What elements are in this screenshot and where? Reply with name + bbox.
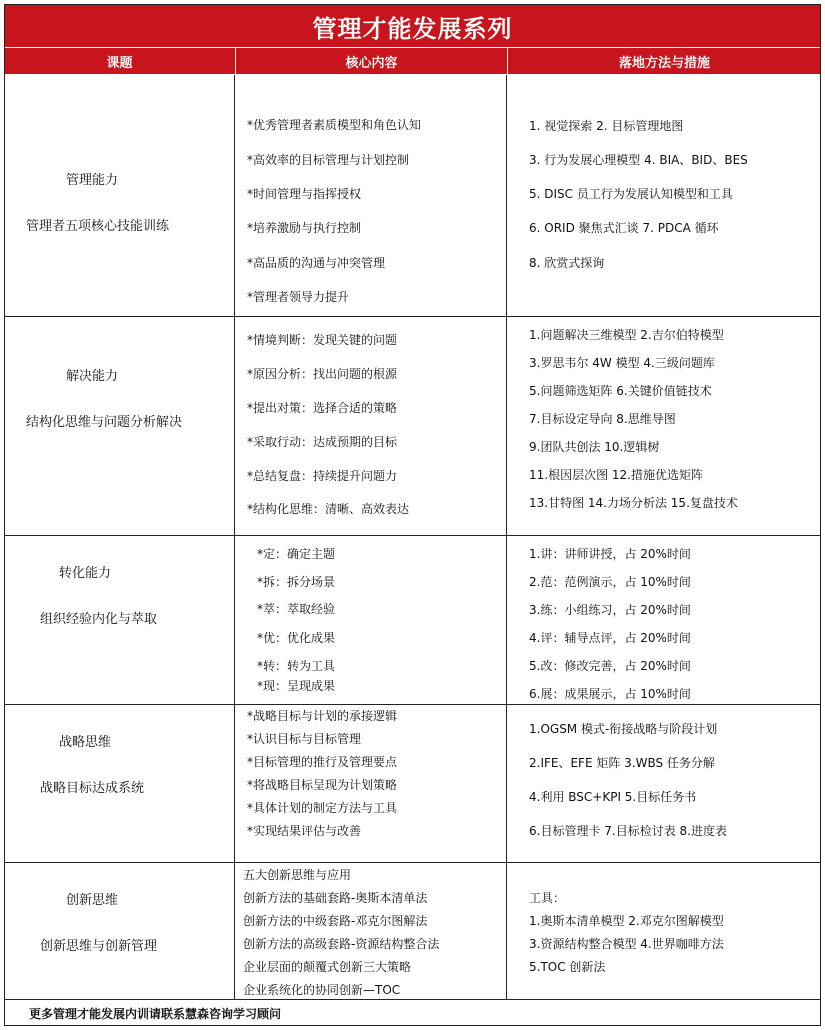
table-row bbox=[5, 705, 820, 863]
method-item: 2.IFE、EFE 矩阵 3.WBS 任务分解 bbox=[529, 756, 715, 770]
content-cell bbox=[235, 705, 507, 862]
table-row bbox=[5, 863, 820, 1000]
methods-cell bbox=[507, 536, 820, 704]
topic-cell bbox=[5, 536, 235, 704]
method-item: 4.评：辅导点评，占 20%时间 bbox=[529, 631, 691, 645]
method-item: 5.改：修改完善，占 20%时间 bbox=[529, 659, 691, 673]
method-item: 3. 行为发展心理模型 4. BIA、BID、BES bbox=[529, 153, 748, 167]
method-item: 4.利用 BSC+KPI 5.目标任务书 bbox=[529, 790, 697, 804]
topic-cell bbox=[5, 705, 235, 862]
topic-title: 管理能力 bbox=[66, 173, 119, 188]
method-item: 1.OGSM 模式-衔接战略与阶段计划 bbox=[529, 722, 718, 736]
content-item: *拆：拆分场景 bbox=[257, 575, 336, 589]
topic-subtitle: 创新思维与创新管理 bbox=[40, 939, 158, 954]
content-item: *总结复盘：持续提升问题力 bbox=[247, 469, 398, 483]
method-item: 1.奥斯本清单模型 2.邓克尔图解模型 bbox=[529, 914, 724, 928]
table-row bbox=[5, 75, 820, 317]
method-item: 3.罗思韦尔 4W 模型 4.三级问题库 bbox=[529, 356, 715, 370]
topic-subtitle: 组织经验内化与萃取 bbox=[40, 612, 158, 627]
content-item: *认识目标与目标管理 bbox=[247, 732, 362, 746]
content-item: *时间管理与指挥授权 bbox=[247, 187, 362, 201]
methods-cell bbox=[507, 705, 820, 862]
content-item: *实现结果评估与改善 bbox=[247, 824, 362, 838]
topic-subtitle: 结构化思维与问题分析解决 bbox=[26, 415, 183, 430]
topic-cell bbox=[5, 75, 235, 316]
method-item: 5.TOC 创新法 bbox=[529, 960, 606, 974]
content-item: *情境判断：发现关键的问题 bbox=[247, 333, 398, 347]
footer-note: 更多管理才能发展内训请联系慧森咨询学习顾问 bbox=[29, 1006, 282, 1021]
content-item: *高效率的目标管理与计划控制 bbox=[247, 153, 410, 167]
method-item: 工具： bbox=[529, 891, 566, 905]
methods-cell bbox=[507, 863, 820, 999]
table-row bbox=[5, 317, 820, 536]
content-item: *采取行动：达成预期的目标 bbox=[247, 435, 398, 449]
header-topic: 课题 bbox=[106, 55, 133, 71]
method-item: 6. ORID 聚焦式汇谈 7. PDCA 循环 bbox=[529, 221, 719, 235]
table-header bbox=[5, 48, 820, 74]
content-cell bbox=[235, 536, 507, 704]
topic-title: 解决能力 bbox=[66, 369, 119, 384]
page-title: 管理才能发展系列 bbox=[5, 5, 820, 47]
methods-cell bbox=[507, 75, 820, 316]
content-item: *具体计划的制定方法与工具 bbox=[247, 801, 398, 815]
topic-cell bbox=[5, 863, 235, 999]
method-item: 8. 欣赏式探询 bbox=[529, 256, 605, 270]
content-item: *提出对策：选择合适的策略 bbox=[247, 401, 398, 415]
topic-subtitle: 管理者五项核心技能训练 bbox=[26, 219, 170, 234]
method-item: 5.问题筛选矩阵 6.关键价值链技术 bbox=[529, 384, 712, 398]
content-item: *优：优化成果 bbox=[257, 631, 336, 645]
content-item: *结构化思维：清晰、高效表达 bbox=[247, 502, 410, 516]
method-item: 7.目标设定导向 8.思维导图 bbox=[529, 412, 676, 426]
content-item: *目标管理的推行及管理要点 bbox=[247, 755, 398, 769]
content-item: 五大创新思维与应用 bbox=[243, 868, 352, 882]
topic-title: 战略思维 bbox=[59, 735, 112, 750]
method-item: 9.团队共创法 10.逻辑树 bbox=[529, 440, 660, 454]
content-item: *转：转为工具 bbox=[257, 659, 336, 673]
content-item: *定：确定主题 bbox=[257, 547, 336, 561]
content-item: *将战略目标呈现为计划策略 bbox=[247, 778, 398, 792]
topic-cell bbox=[5, 317, 235, 535]
methods-cell bbox=[507, 317, 820, 535]
content-item: 创新方法的基础套路-奥斯本清单法 bbox=[243, 891, 428, 905]
content-cell bbox=[235, 317, 507, 535]
content-item: *高品质的沟通与冲突管理 bbox=[247, 256, 386, 270]
content-item: 创新方法的中级套路-邓克尔图解法 bbox=[243, 914, 428, 928]
content-cell bbox=[235, 75, 507, 316]
method-item: 6.目标管理卡 7.目标检讨表 8.进度表 bbox=[529, 824, 727, 838]
method-item: 13.甘特图 14.力场分析法 15.复盘技术 bbox=[529, 496, 738, 510]
method-item: 3.练：小组练习，占 20%时间 bbox=[529, 603, 691, 617]
content-item: 企业系统化的协同创新—TOC bbox=[243, 983, 401, 997]
content-item: *优秀管理者素质模型和角色认知 bbox=[247, 118, 422, 132]
method-item: 1.讲：讲师讲授，占 20%时间 bbox=[529, 547, 691, 561]
content-cell bbox=[235, 863, 507, 999]
content-item: *原因分析：找出问题的根源 bbox=[247, 367, 398, 381]
method-item: 1. 视觉探索 2. 目标管理地图 bbox=[529, 119, 684, 133]
method-item: 6.展：成果展示，占 10%时间 bbox=[529, 687, 691, 701]
table-row bbox=[5, 536, 820, 705]
header-core-content: 核心内容 bbox=[235, 48, 507, 74]
method-item: 2.范：范例演示，占 10%时间 bbox=[529, 575, 691, 589]
content-item: *萃：萃取经验 bbox=[257, 602, 336, 616]
topic-subtitle: 战略目标达成系统 bbox=[40, 781, 145, 796]
method-item: 11.根因层次图 12.措施优选矩阵 bbox=[529, 468, 703, 482]
topic-title: 转化能力 bbox=[59, 566, 112, 581]
header-methods: 落地方法与措施 bbox=[507, 48, 821, 74]
topic-title: 创新思维 bbox=[66, 893, 119, 908]
content-item: *管理者领导力提升 bbox=[247, 290, 350, 304]
content-item: *现：呈现成果 bbox=[257, 679, 336, 693]
method-item: 5. DISC 员工行为发展认知模型和工具 bbox=[529, 187, 733, 201]
content-item: 企业层面的颠覆式创新三大策略 bbox=[243, 960, 412, 974]
content-item: *战略目标与计划的承接逻辑 bbox=[247, 709, 398, 723]
method-item: 3.资源结构整合模型 4.世界咖啡方法 bbox=[529, 937, 724, 951]
content-item: 创新方法的高级套路-资源结构整合法 bbox=[243, 937, 440, 951]
content-item: *培养激励与执行控制 bbox=[247, 221, 362, 235]
method-item: 1.问题解决三维模型 2.吉尔伯特模型 bbox=[529, 328, 724, 342]
